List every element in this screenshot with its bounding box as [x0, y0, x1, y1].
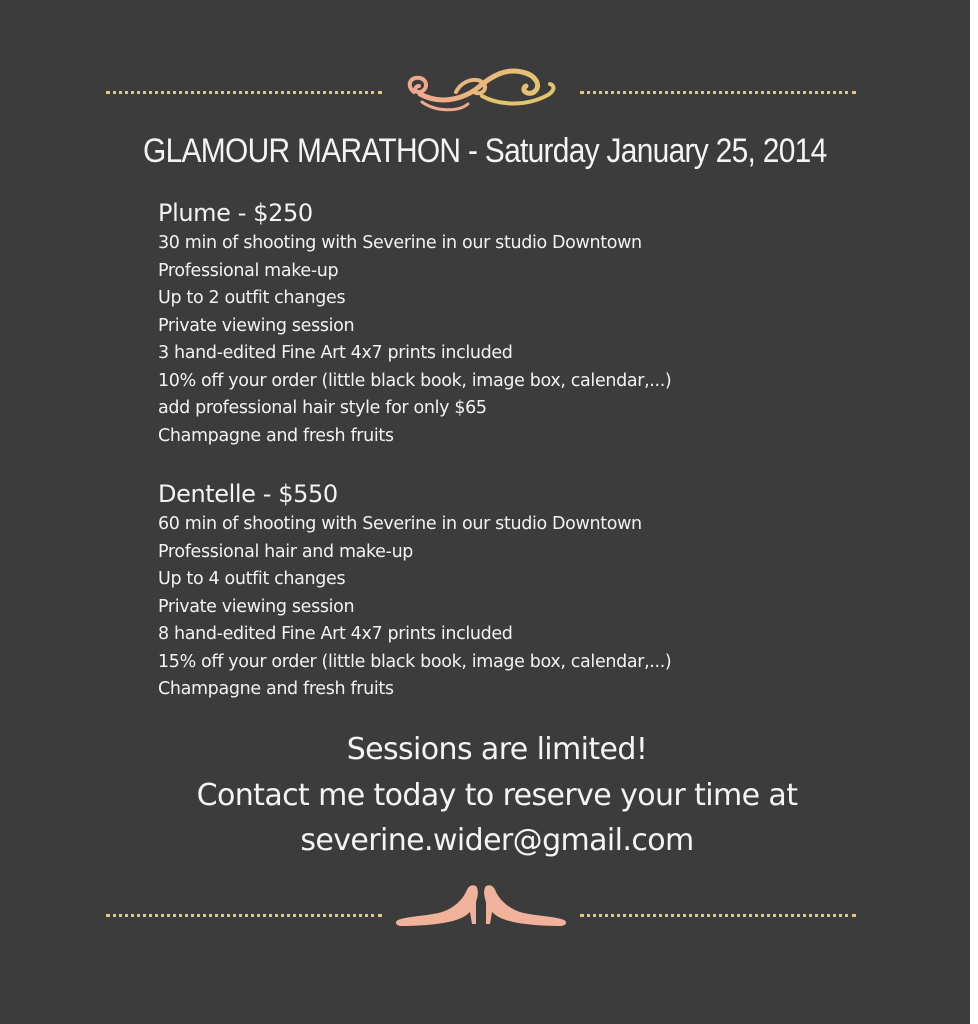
package-feature: 15% off your order (little black book, image box, calendar,...) [158, 651, 672, 672]
package-feature: Professional hair and make-up [158, 541, 414, 562]
package-feature: Champagne and fresh fruits [158, 425, 394, 446]
package-feature-list [158, 230, 671, 450]
package-feature: add professional hair style for only $65 [158, 398, 487, 418]
flourish-ornament-icon [396, 62, 564, 118]
package-feature: 8 hand-edited Fine Art 4x7 prints included [158, 624, 513, 644]
package-feature: Up to 2 outfit changes [158, 288, 346, 308]
package-feature: 10% off your order (little black book, image box, calendar,...) [158, 370, 672, 391]
dotted-divider-top-right [580, 91, 856, 94]
dotted-divider-top-left [106, 91, 382, 94]
cta-sessions-limited: Sessions are limited! [346, 732, 648, 767]
cta-contact-line: Contact me today to reserve your time at [196, 778, 798, 813]
package-feature-list [158, 511, 671, 704]
package-feature: Private viewing session [158, 315, 355, 336]
package-heading: Dentelle - $550 [158, 480, 338, 508]
package-dentelle [158, 477, 671, 704]
package-feature: 60 min of shooting with Severine in our studio Downtown [158, 514, 642, 534]
package-plume [158, 196, 671, 450]
package-feature: 30 min of shooting with Severine in our studio Downtown [158, 233, 642, 253]
event-title: GLAMOUR MARATHON - Saturday January 25, 2014 [143, 132, 827, 170]
package-feature: Champagne and fresh fruits [158, 679, 394, 699]
high-heel-shoes-icon [392, 880, 570, 930]
package-heading: Plume - $250 [158, 199, 313, 227]
package-feature: 3 hand-edited Fine Art 4x7 prints included [158, 343, 513, 363]
package-feature: Up to 4 outfit changes [158, 569, 346, 589]
package-feature: Private viewing session [158, 596, 355, 617]
package-feature: Professional make-up [158, 260, 339, 281]
dotted-divider-bottom-right [580, 914, 856, 917]
contact-email: severine.wider@gmail.com [300, 823, 694, 858]
dotted-divider-bottom-left [106, 914, 382, 917]
